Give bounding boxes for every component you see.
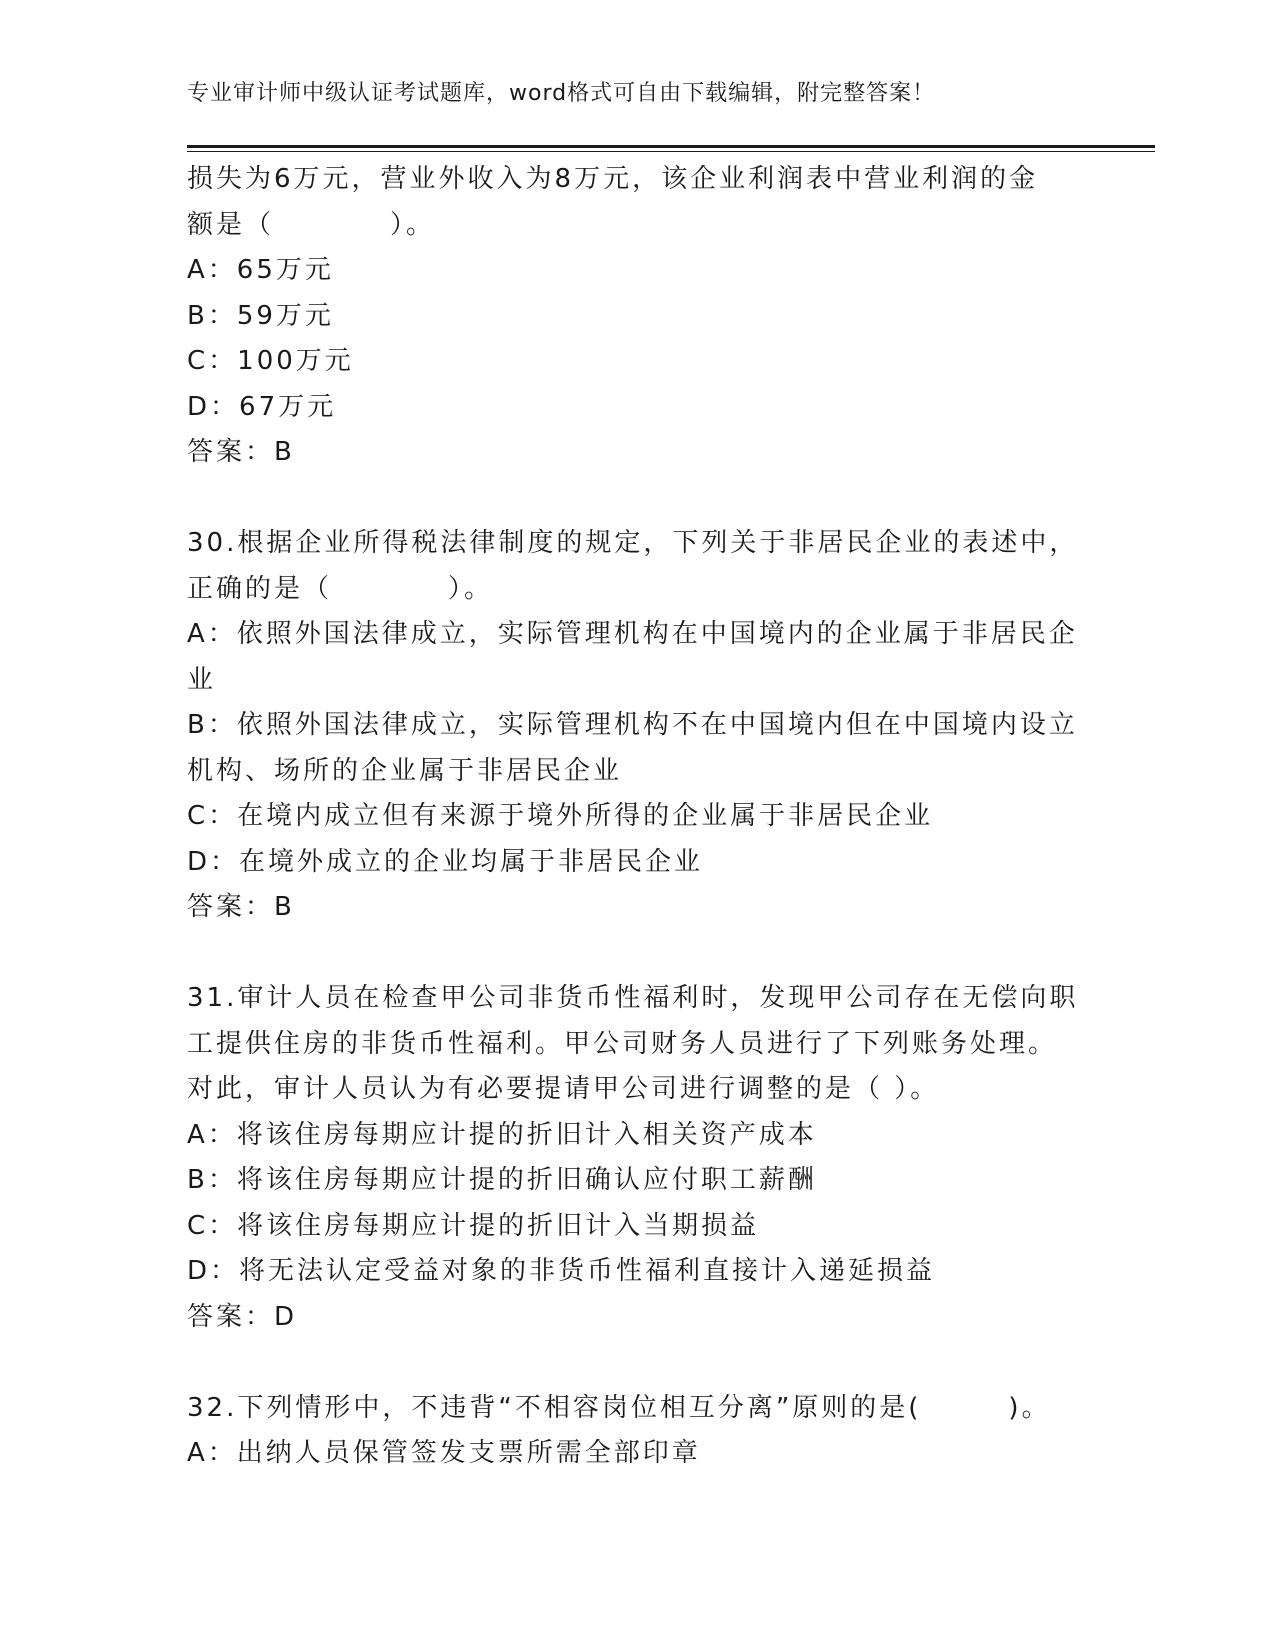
option-a: A：65万元 [187, 255, 334, 285]
option-a: A：出纳人员保管签发支票所需全部印章 [187, 1438, 701, 1468]
option-a-cont: 业 [187, 664, 217, 695]
question-line: 31.审计人员在检查甲公司非货币性福利时，发现甲公司存在无偿向职 [187, 983, 1079, 1013]
spacer [187, 931, 1087, 977]
option-b: B：将该住房每期应计提的折旧确认应付职工薪酬 [187, 1165, 817, 1195]
question-line: 30.根据企业所得税法律制度的规定，下列关于非居民企业的表述中， [187, 528, 1079, 558]
option-b-cont: 机构、场所的企业属于非居民企业 [187, 755, 623, 786]
answer-line: 答案：D [187, 1301, 298, 1332]
question-line: 工提供住房的非货币性福利。甲公司财务人员进行了下列账务处理。 [187, 1028, 1058, 1059]
question-line: 32.下列情形中，不违背“不相容岗位相互分离”原则的是( )。 [187, 1392, 1051, 1423]
header-rule-thick [187, 145, 1155, 148]
question-line: 损失为6万元，营业外收入为8万元，该企业利润表中营业利润的金 [187, 164, 1039, 194]
question-line: 额是（ ）。 [187, 209, 436, 240]
question-line: 对此，审计人员认为有必要提请甲公司进行调整的是（ ）。 [187, 1074, 940, 1104]
answer-line: 答案：B [187, 437, 295, 467]
option-c: C：将该住房每期应计提的折旧计入当期损益 [187, 1210, 760, 1241]
option-a: A：将该住房每期应计提的折旧计入相关资产成本 [187, 1119, 817, 1150]
option-b: B：依照外国法律成立，实际管理机构不在中国境内但在中国境内设立 [187, 710, 1078, 740]
option-d: D：67万元 [187, 391, 337, 422]
option-a: A：依照外国法律成立，实际管理机构在中国境内的企业属于非居民企 [187, 619, 1078, 649]
spacer [187, 476, 1087, 522]
option-b: B：59万元 [187, 300, 334, 331]
answer-line: 答案：B [187, 892, 295, 922]
option-c: C：100万元 [187, 346, 354, 376]
header-rule-thin [187, 151, 1155, 152]
option-d: D：在境外成立的企业均属于非居民企业 [187, 846, 704, 877]
option-c: C：在境内成立但有来源于境外所得的企业属于非居民企业 [187, 801, 934, 831]
question-line: 正确的是（ ）。 [187, 573, 494, 604]
spacer [187, 1340, 1087, 1386]
question-content [187, 157, 1087, 1477]
option-d: D：将无法认定受益对象的非货币性福利直接计入递延损益 [187, 1256, 936, 1286]
page-header: 专业审计师中级认证考试题库，word格式可自由下载编辑，附完整答案！ [187, 81, 936, 106]
